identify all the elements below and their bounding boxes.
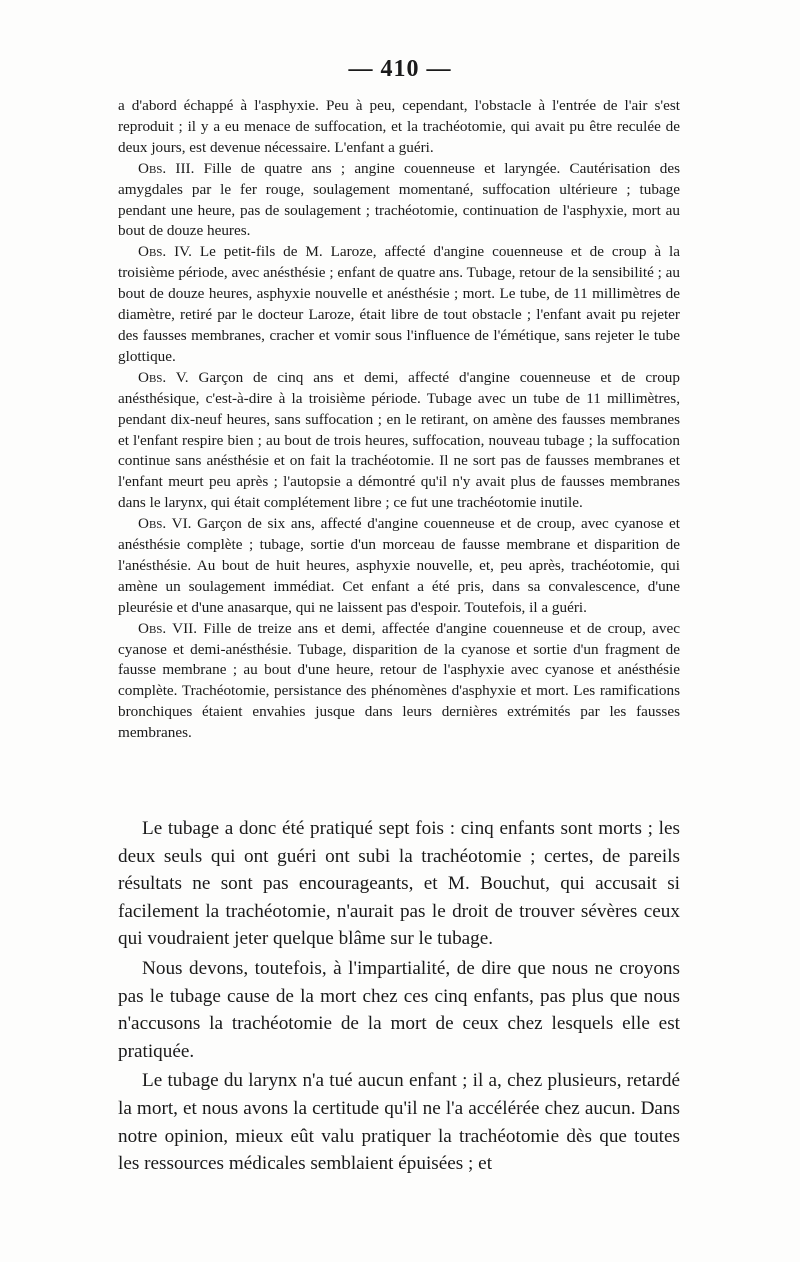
observation-paragraph-7 — [118, 619, 680, 744]
observation-label: Obs. VI. — [138, 515, 192, 533]
body-paragraph: Nous devons, toutefois, à l'impartialité, de dire que nous ne croyons pas le tubage cause de la mort chez ces cinq enfants, pas plus que nous n'accusons la trachéotomie de la mort de ceux chez lesquels elle est pratiquée. — [118, 957, 680, 1062]
page-number: — 410 — — [348, 56, 452, 82]
observation-paragraph-6 — [118, 514, 680, 619]
body-paragraph: Le tubage a donc été pratiqué sept fois : cinq enfants sont morts ; les deux seuls qui ont guéri ont subi la trachéotomie ; certes, de pareils résultats ne sont pas encourageants, et M. Bouchut, qui accusait si facilement la trachéotomie, n'aurait pas le droit de trouver sévères ceux qui voudraient jeter quelque blâme sur le tubage. — [118, 818, 680, 950]
observations-section — [118, 96, 680, 744]
observation-text: Le petit-fils de M. Laroze, affecté d'angine couenneuse et de croup à la troisième période, avec anésthésie ; enfant de quatre ans. Tubage, retour de la sensibilité ; au bout de douze heures, asphyxie nouvelle et anésthésie ; mort. Le tube, de 11 millimètres de diamètre, retiré par le docteur Laroze, était libre de tout obstacle ; l'enfant avait pu rejeter des fausses membranes, cracher et vomir sous l'influence de l'émétique, sans rejeter le tube glottique. — [118, 243, 680, 365]
observation-text: Fille de treize ans et demi, affectée d'angine couenneuse et de croup, avec cyanose et demi-anésthésie. Tubage, disparition de la cyanose et sortie d'un fragment de fausse membrane ; au bout d'une heure, retour de l'asphyxie avec cyanose et anésthésie complète. Trachéotomie, persistance des phénomènes d'asphyxie et mort. Les ramifications bronchiques étaient envahies jusque dans leurs dernières extrémités par les fausses membranes. — [118, 619, 681, 742]
observation-text: Garçon de cinq ans et demi, affecté d'angine couenneuse et de croup anésthésique, c'est-à-dire à la troisième période. Tubage avec un tube de 11 millimètres, pendant dix-neuf heures, sans suffocation ; en le retirant, on amène des fausses membranes et l'enfant respire bien ; au bout de trois heures, suffocation, nouveau tubage ; la suffocation continue sans anésthésie et on fait la trachéotomie. Il ne sort pas de fausses membranes et l'enfant meurt peu après ; l'autopsie a démontré qu'il n'y avait plus de fausses membranes dans le larynx, qui était complétement libre ; ce fut une trachéotomie inutile. — [118, 368, 680, 512]
observation-text: Garçon de six ans, affecté d'angine couenneuse et de croup, avec cyanose et anésthésie complète ; tubage, sortie d'un morceau de fausse membrane et disparition de l'anésthésie. Au bout de huit heures, asphyxie nouvelle, et, peu après, trachéotomie, qui amène un soulagement immédiat. Cet enfant a été pris, dans sa convalescence, d'une pleurésie et d'une anasarque, qui ne laissent pas d'espoir. Toutefois, il a guéri. — [118, 515, 680, 616]
observation-paragraph-3 — [118, 159, 680, 243]
observation-text: a d'abord échappé à l'asphyxie. Peu à peu, cependant, l'obstacle à l'entrée de l'air s'est reproduit ; il y a eu menace de suffocation, et la trachéotomie, qui avait pu être reculée de deux jours, est devenue nécessaire. L'enfant a guéri. — [118, 97, 680, 156]
observation-label: Obs. V. — [138, 368, 189, 386]
observation-continued-paragraph — [118, 96, 680, 159]
body-paragraph: Le tubage du larynx n'a tué aucun enfant ; il a, chez plusieurs, retardé la mort, et nous avons la certitude qu'il ne l'a accélérée chez aucun. Dans notre opinion, mieux eût valu pratiquer la trachéotomie dès que toutes les ressources médicales semblaient épuisées ; et — [118, 1070, 680, 1175]
commentary-section — [118, 815, 680, 1180]
observation-label: Obs. VII. — [138, 619, 198, 637]
observation-text: Fille de quatre ans ; angine couenneuse et laryngée. Cautérisation des amygdales par le fer rouge, soulagement momentané, suffocation ultérieure ; tubage pendant une heure, pas de soulagement ; trachéotomie, continuation de l'asphyxie, mort au bout de douze heures. — [118, 159, 680, 240]
observation-label: Obs. IV. — [138, 243, 192, 261]
observation-paragraph-5 — [118, 368, 680, 514]
observation-paragraph-4 — [118, 242, 680, 367]
observation-label: Obs. III. — [138, 159, 195, 177]
